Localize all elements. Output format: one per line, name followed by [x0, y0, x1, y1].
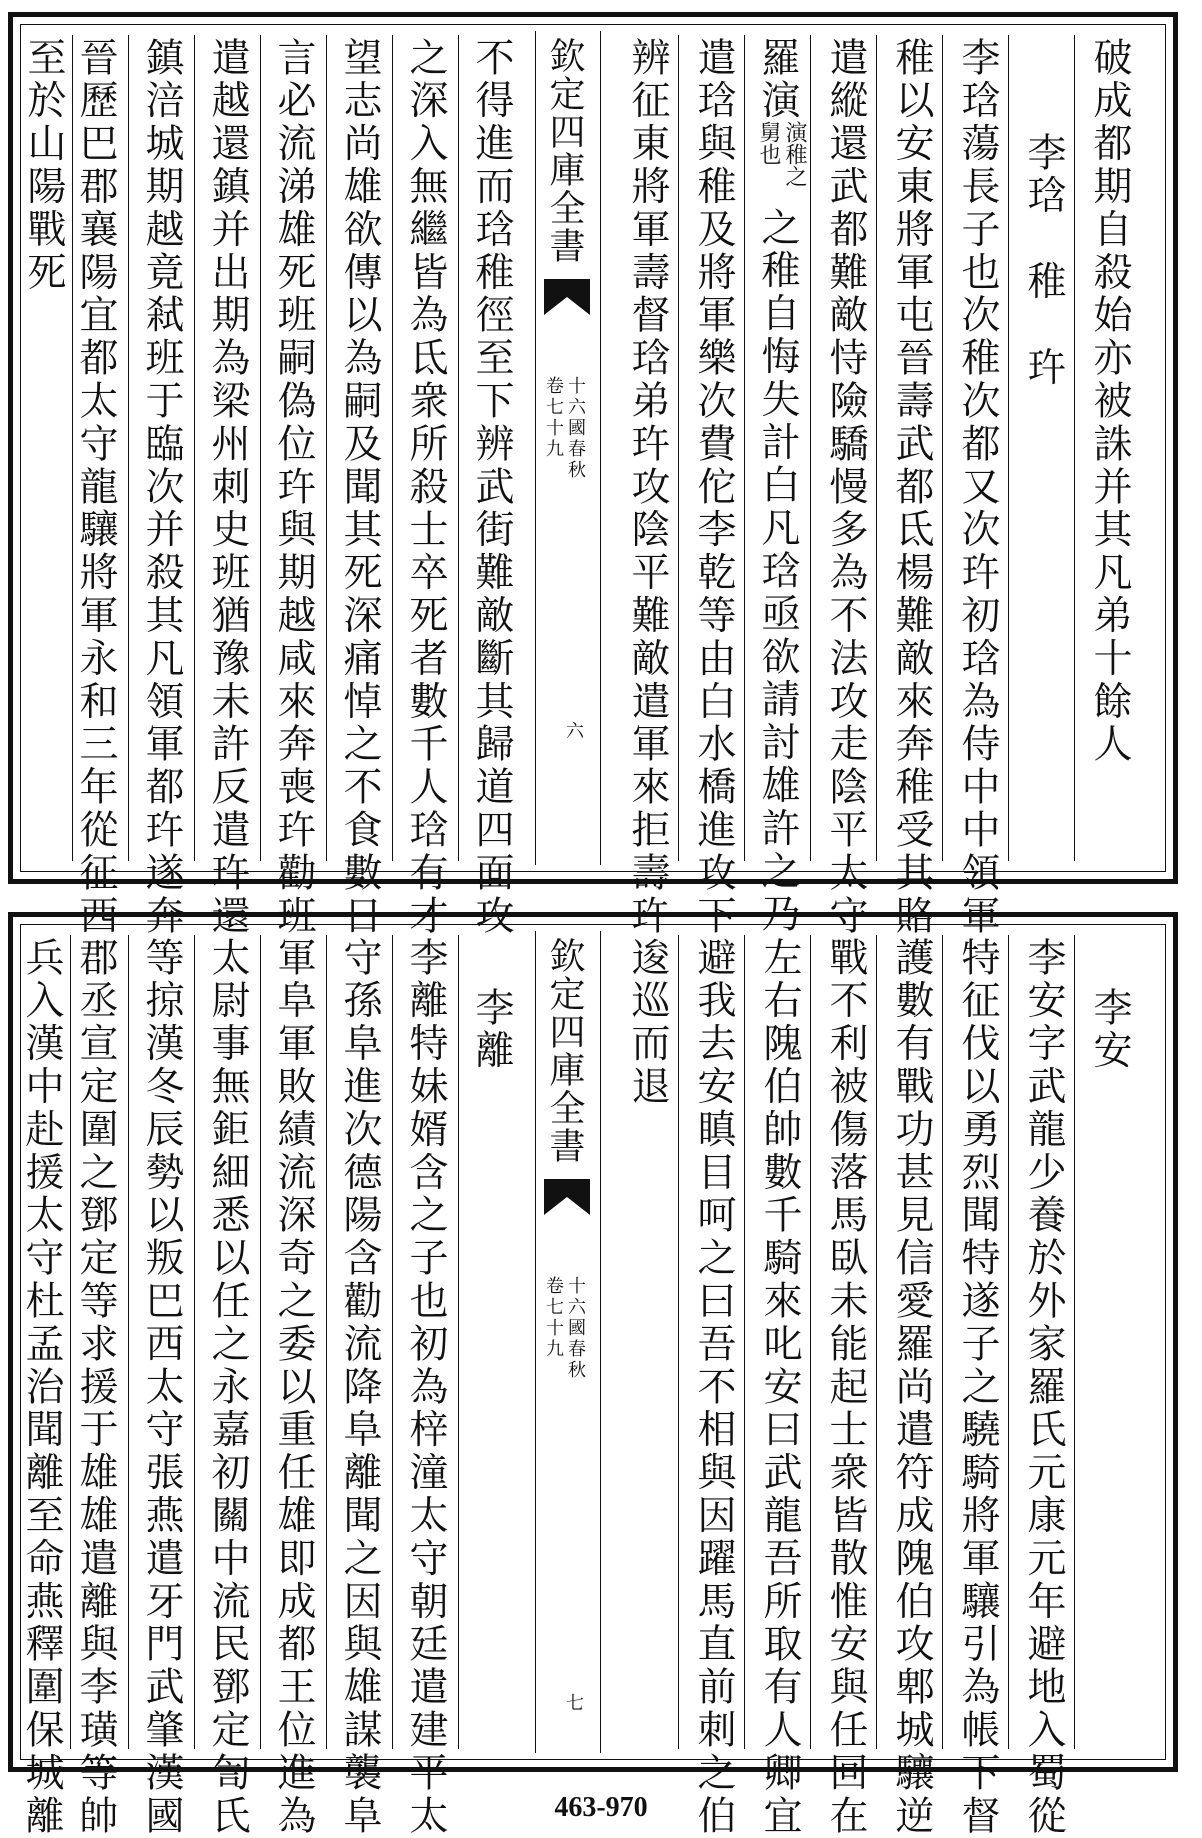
column-rule — [260, 935, 261, 1749]
text-column: 郡丞宣定圍之鄧定等求援于雄雄遣離與李璜等帥 — [73, 937, 118, 1838]
text-column: 李離特妹婿含之子也初為梓潼太守朝廷遣建平太 — [403, 937, 448, 1838]
text-column: 之深入無繼皆為氐衆所殺士卒死者數千人琀有才 — [403, 37, 448, 938]
library-title: 欽定四庫全書 — [544, 937, 585, 1165]
column-rule — [70, 935, 71, 1749]
text-column: 至於山陽戰死 — [21, 37, 66, 295]
text-column: 羅演 — [755, 37, 800, 123]
note-char: 稚 — [782, 143, 807, 165]
center-fold — [535, 931, 601, 1753]
text-column: 兵入漢中赴援太守杜孟治聞離至命燕釋圍保城離 — [19, 937, 64, 1838]
volume-number: 卷七十九 — [543, 376, 564, 460]
text-column: 遣琀與稚及將軍樂次費佗李乾等由白水橋進攻下 — [691, 37, 736, 938]
text-column: 特征伐以勇烈聞特遂子之驍騎將軍驤引為帳下督 — [955, 937, 1000, 1838]
column-rule — [942, 35, 943, 861]
column-rule — [876, 35, 877, 861]
column-rule — [1074, 35, 1075, 861]
text-column: 之稚自悔失計白凡琀亟欲請討雄許之乃 — [755, 207, 800, 937]
text-column: 李琀蕩長子也次稚次都又次玝初琀為侍中中領軍 — [955, 37, 1000, 938]
book-title: 十六國春秋 — [565, 1276, 586, 1381]
page-number: 七 — [563, 1693, 584, 1711]
section-heading: 李琀 稚 玝 — [1021, 132, 1066, 390]
text-column: 戰不利被傷落馬臥未能起士衆皆散惟安與任回在 — [823, 937, 868, 1838]
column-rule — [128, 935, 129, 1749]
annotation-note — [783, 121, 805, 187]
column-rule — [1074, 935, 1075, 1749]
column-rule — [942, 935, 943, 1749]
column-rule — [744, 935, 745, 1749]
text-column: 護數有戰功甚見信愛羅尚遣符成隗伯攻郫城驤逆 — [889, 937, 934, 1838]
text-column: 避我去安瞋目呵之曰吾不相與因躍馬直前刺之伯 — [691, 937, 736, 1838]
column-rule — [128, 35, 129, 861]
library-title: 欽定四庫全書 — [544, 37, 585, 265]
text-column: 軍阜軍敗績流深奇之委以重任雄即成都王位進為 — [271, 937, 316, 1838]
section-heading: 李安 — [1087, 987, 1132, 1073]
text-column: 望志尚雄欲傳以為嗣及聞其死深痛悼之不食數日 — [337, 37, 382, 938]
column-rule — [1008, 935, 1009, 1749]
annotation-note — [757, 121, 779, 165]
text-column-with-note — [745, 37, 809, 937]
center-fold — [535, 31, 601, 865]
column-rule — [260, 35, 261, 861]
column-rule — [326, 935, 327, 1749]
text-column: 遣縱還武都難敵恃險驕慢多為不法攻走陰平太守 — [823, 37, 868, 938]
text-column: 李安字武龍少養於外家羅氏元康元年避地入蜀從 — [1021, 937, 1066, 1838]
column-rule — [876, 935, 877, 1749]
column-rule — [678, 935, 679, 1749]
page-number: 六 — [563, 721, 584, 739]
text-column: 左右隗伯帥數千騎來叱安曰武龍吾所取有人卿宜 — [757, 937, 802, 1838]
fishtail-mark-icon — [542, 277, 592, 317]
column-rule — [678, 35, 679, 861]
text-column: 稚以安東將軍屯晉壽武都氐楊難敵來奔稚受其賂 — [889, 37, 934, 938]
column-rule — [810, 35, 811, 861]
column-rule — [392, 35, 393, 861]
column-rule — [194, 35, 195, 861]
note-char: 舅 — [756, 121, 781, 143]
top-page — [8, 12, 1178, 938]
note-char: 之 — [782, 165, 807, 187]
fishtail-mark-icon — [542, 1177, 592, 1217]
text-column: 鎮涪城期越竟弒班于臨次并殺其凡領軍都玝遂奔 — [139, 37, 184, 938]
section-heading: 李離 — [469, 987, 514, 1073]
note-char: 演 — [782, 121, 807, 143]
column-rule — [744, 35, 745, 861]
book-title: 十六國春秋 — [565, 376, 586, 481]
note-char: 也 — [756, 143, 781, 165]
column-rule — [326, 35, 327, 861]
text-column: 辨征東將軍壽督琀弟玝攻陰平難敵遣軍來拒壽玝 — [625, 37, 670, 938]
page-footer-number: 463-970 — [554, 1792, 648, 1823]
text-column: 破成都期自殺始亦被誅并其凡弟十餘人 — [1087, 37, 1132, 767]
text-column: 守孫阜進次德陽含勸流降阜離聞之因與雄謀襲阜 — [337, 937, 382, 1838]
volume-number: 卷七十九 — [543, 1276, 564, 1360]
column-rule — [810, 935, 811, 1749]
column-rule — [1008, 35, 1009, 861]
text-column: 太尉事無鉅細悉以任之永嘉初關中流民鄧定訇氏 — [205, 937, 250, 1838]
column-rule — [458, 935, 459, 1749]
text-column: 晉歷巴郡襄陽宜都太守龍驤將軍永和三年從征西 — [73, 37, 118, 938]
text-column: 遣越還鎮并出期為梁州刺史班猶豫未許反遣玝還 — [205, 37, 250, 938]
text-column: 言必流涕雄死班嗣偽位玝與期越咸來奔喪玝勸班 — [271, 37, 316, 938]
column-rule — [72, 35, 73, 861]
column-rule — [392, 935, 393, 1749]
text-column: 不得進而琀稚徑至下辨武街難敵斷其歸道四面攻 — [469, 37, 514, 938]
text-column: 等掠漢冬辰勢以叛巴西太守張燕遣牙門武肇漢國 — [139, 937, 184, 1838]
column-rule — [458, 35, 459, 861]
column-rule — [194, 935, 195, 1749]
text-column: 逡巡而退 — [625, 937, 670, 1109]
